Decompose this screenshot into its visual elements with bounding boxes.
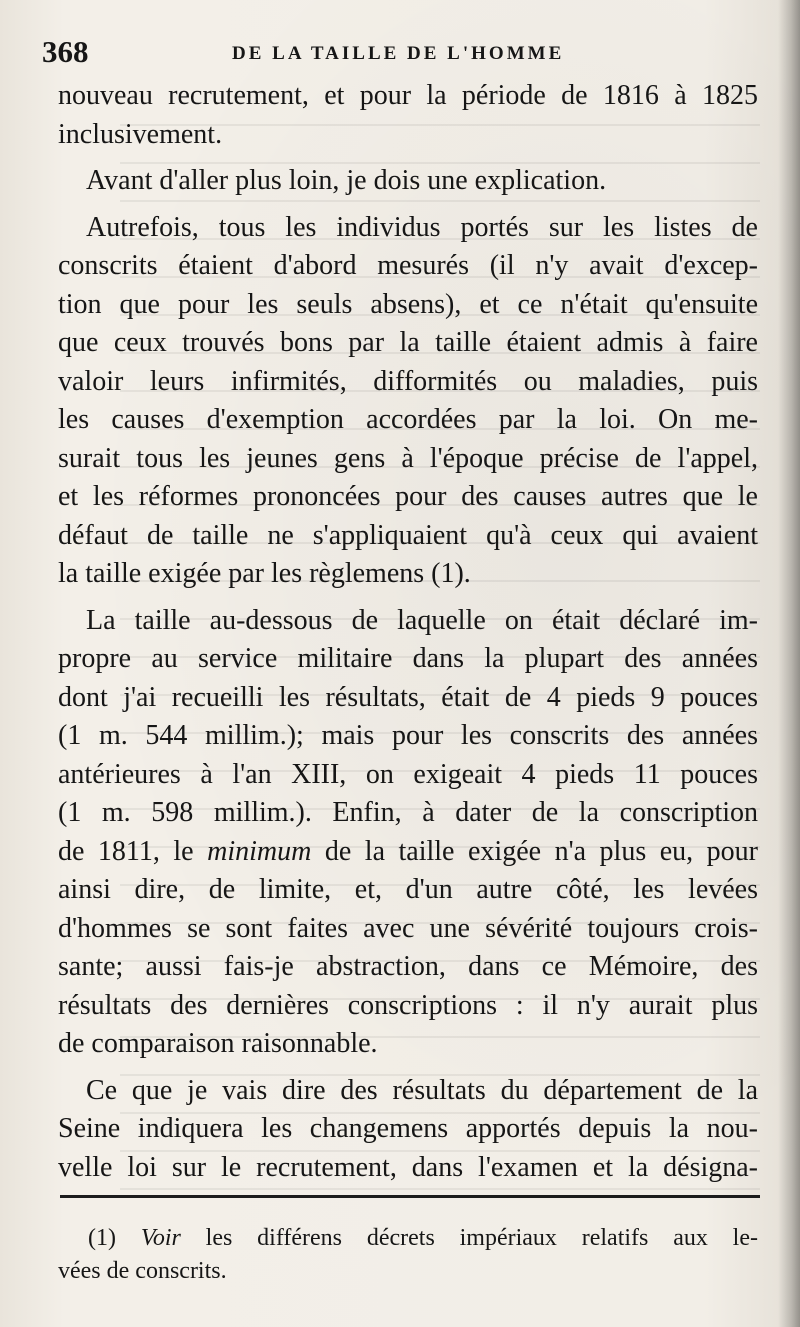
text-line: que ceux trouvés bons par la taille étaient admis à faire bbox=[58, 327, 758, 358]
text-line: Seine indiquera les changemens apportés depuis la nou- bbox=[58, 1113, 758, 1144]
text-line: nouveau recrutement, et pour la période de 1816 à 1825 bbox=[58, 80, 758, 111]
running-title: DE LA TAILLE DE L'HOMME bbox=[232, 43, 565, 64]
text-line: antérieures à l'an XIII, on exigeait 4 pieds 11 pouces bbox=[58, 758, 758, 790]
footnote-text: les différens décrets impériaux relatifs aux le- bbox=[180, 1225, 758, 1251]
paragraph-gap bbox=[58, 201, 758, 209]
text-line: les causes d'exemption accordées par la loi. On me- bbox=[58, 404, 758, 435]
footnote-italic-word: Voir bbox=[140, 1225, 181, 1251]
text-line: (1 m. 598 millim.). Enfin, à dater de la conscription bbox=[58, 797, 758, 828]
footnote bbox=[58, 1222, 758, 1288]
footnote-line bbox=[88, 1222, 758, 1255]
main-text bbox=[58, 77, 758, 1187]
paragraph-gap bbox=[58, 154, 758, 162]
text-line: Ce que je vais dire des résultats du département de la bbox=[86, 1074, 758, 1106]
text-line: ainsi dire, de limite, et, d'un autre côté, les levées bbox=[58, 874, 758, 905]
text-line: Avant d'aller plus loin, je dois une explication. bbox=[86, 165, 607, 196]
text-line: (1 m. 544 millim.); mais pour les conscrits des années bbox=[58, 720, 758, 751]
paragraph-gap bbox=[58, 594, 758, 602]
text-line: inclusivement. bbox=[58, 118, 223, 150]
text-line: conscrits étaient d'abord mesurés (il n'y avait d'excep- bbox=[58, 250, 758, 281]
italic-word: minimum bbox=[207, 835, 312, 867]
text-line-with-italic: de 1811, le minimum de la taille exigée n'a plus eu, pour bbox=[58, 835, 758, 867]
page-gutter-shadow bbox=[778, 0, 800, 1327]
text-line: Autrefois, tous les individus portés sur les listes de bbox=[86, 211, 758, 243]
text-line: propre au service militaire dans la plupart des années bbox=[58, 643, 758, 674]
text-line: La taille au-dessous de laquelle on était déclaré im- bbox=[86, 604, 758, 636]
text-line: la taille exigée par les règlemens (1). bbox=[58, 558, 471, 589]
footnote-marker: (1) bbox=[88, 1225, 116, 1251]
text-line: velle loi sur le recrutement, dans l'examen et la désigna- bbox=[58, 1151, 758, 1183]
text-line: tion que pour les seuls absens), et ce n'était qu'ensuite bbox=[58, 288, 758, 320]
paragraph-gap bbox=[58, 1064, 758, 1072]
text-line: surait tous les jeunes gens à l'époque précise de l'appel, bbox=[58, 442, 758, 474]
page-header bbox=[42, 34, 762, 74]
footnote-line: vées de conscrits. bbox=[58, 1258, 227, 1284]
text-line: dont j'ai recueilli les résultats, était de 4 pieds 9 pouces bbox=[58, 681, 758, 713]
text-line: valoir leurs infirmités, difformités ou maladies, puis bbox=[58, 365, 758, 397]
text-line: de comparaison raisonnable. bbox=[58, 1028, 378, 1059]
text-line: d'hommes se sont faites avec une sévérité toujours crois- bbox=[58, 912, 758, 944]
text-line: et les réformes prononcées pour des causes autres que le bbox=[58, 481, 758, 512]
text-line: sante; aussi fais-je abstraction, dans ce Mémoire, des bbox=[58, 951, 758, 982]
footnote-separator bbox=[60, 1195, 760, 1198]
text-line: résultats des dernières conscriptions : il n'y aurait plus bbox=[58, 989, 758, 1021]
page-number: 368 bbox=[42, 34, 89, 69]
text-line: défaut de taille ne s'appliquaient qu'à ceux qui avaient bbox=[58, 519, 758, 551]
